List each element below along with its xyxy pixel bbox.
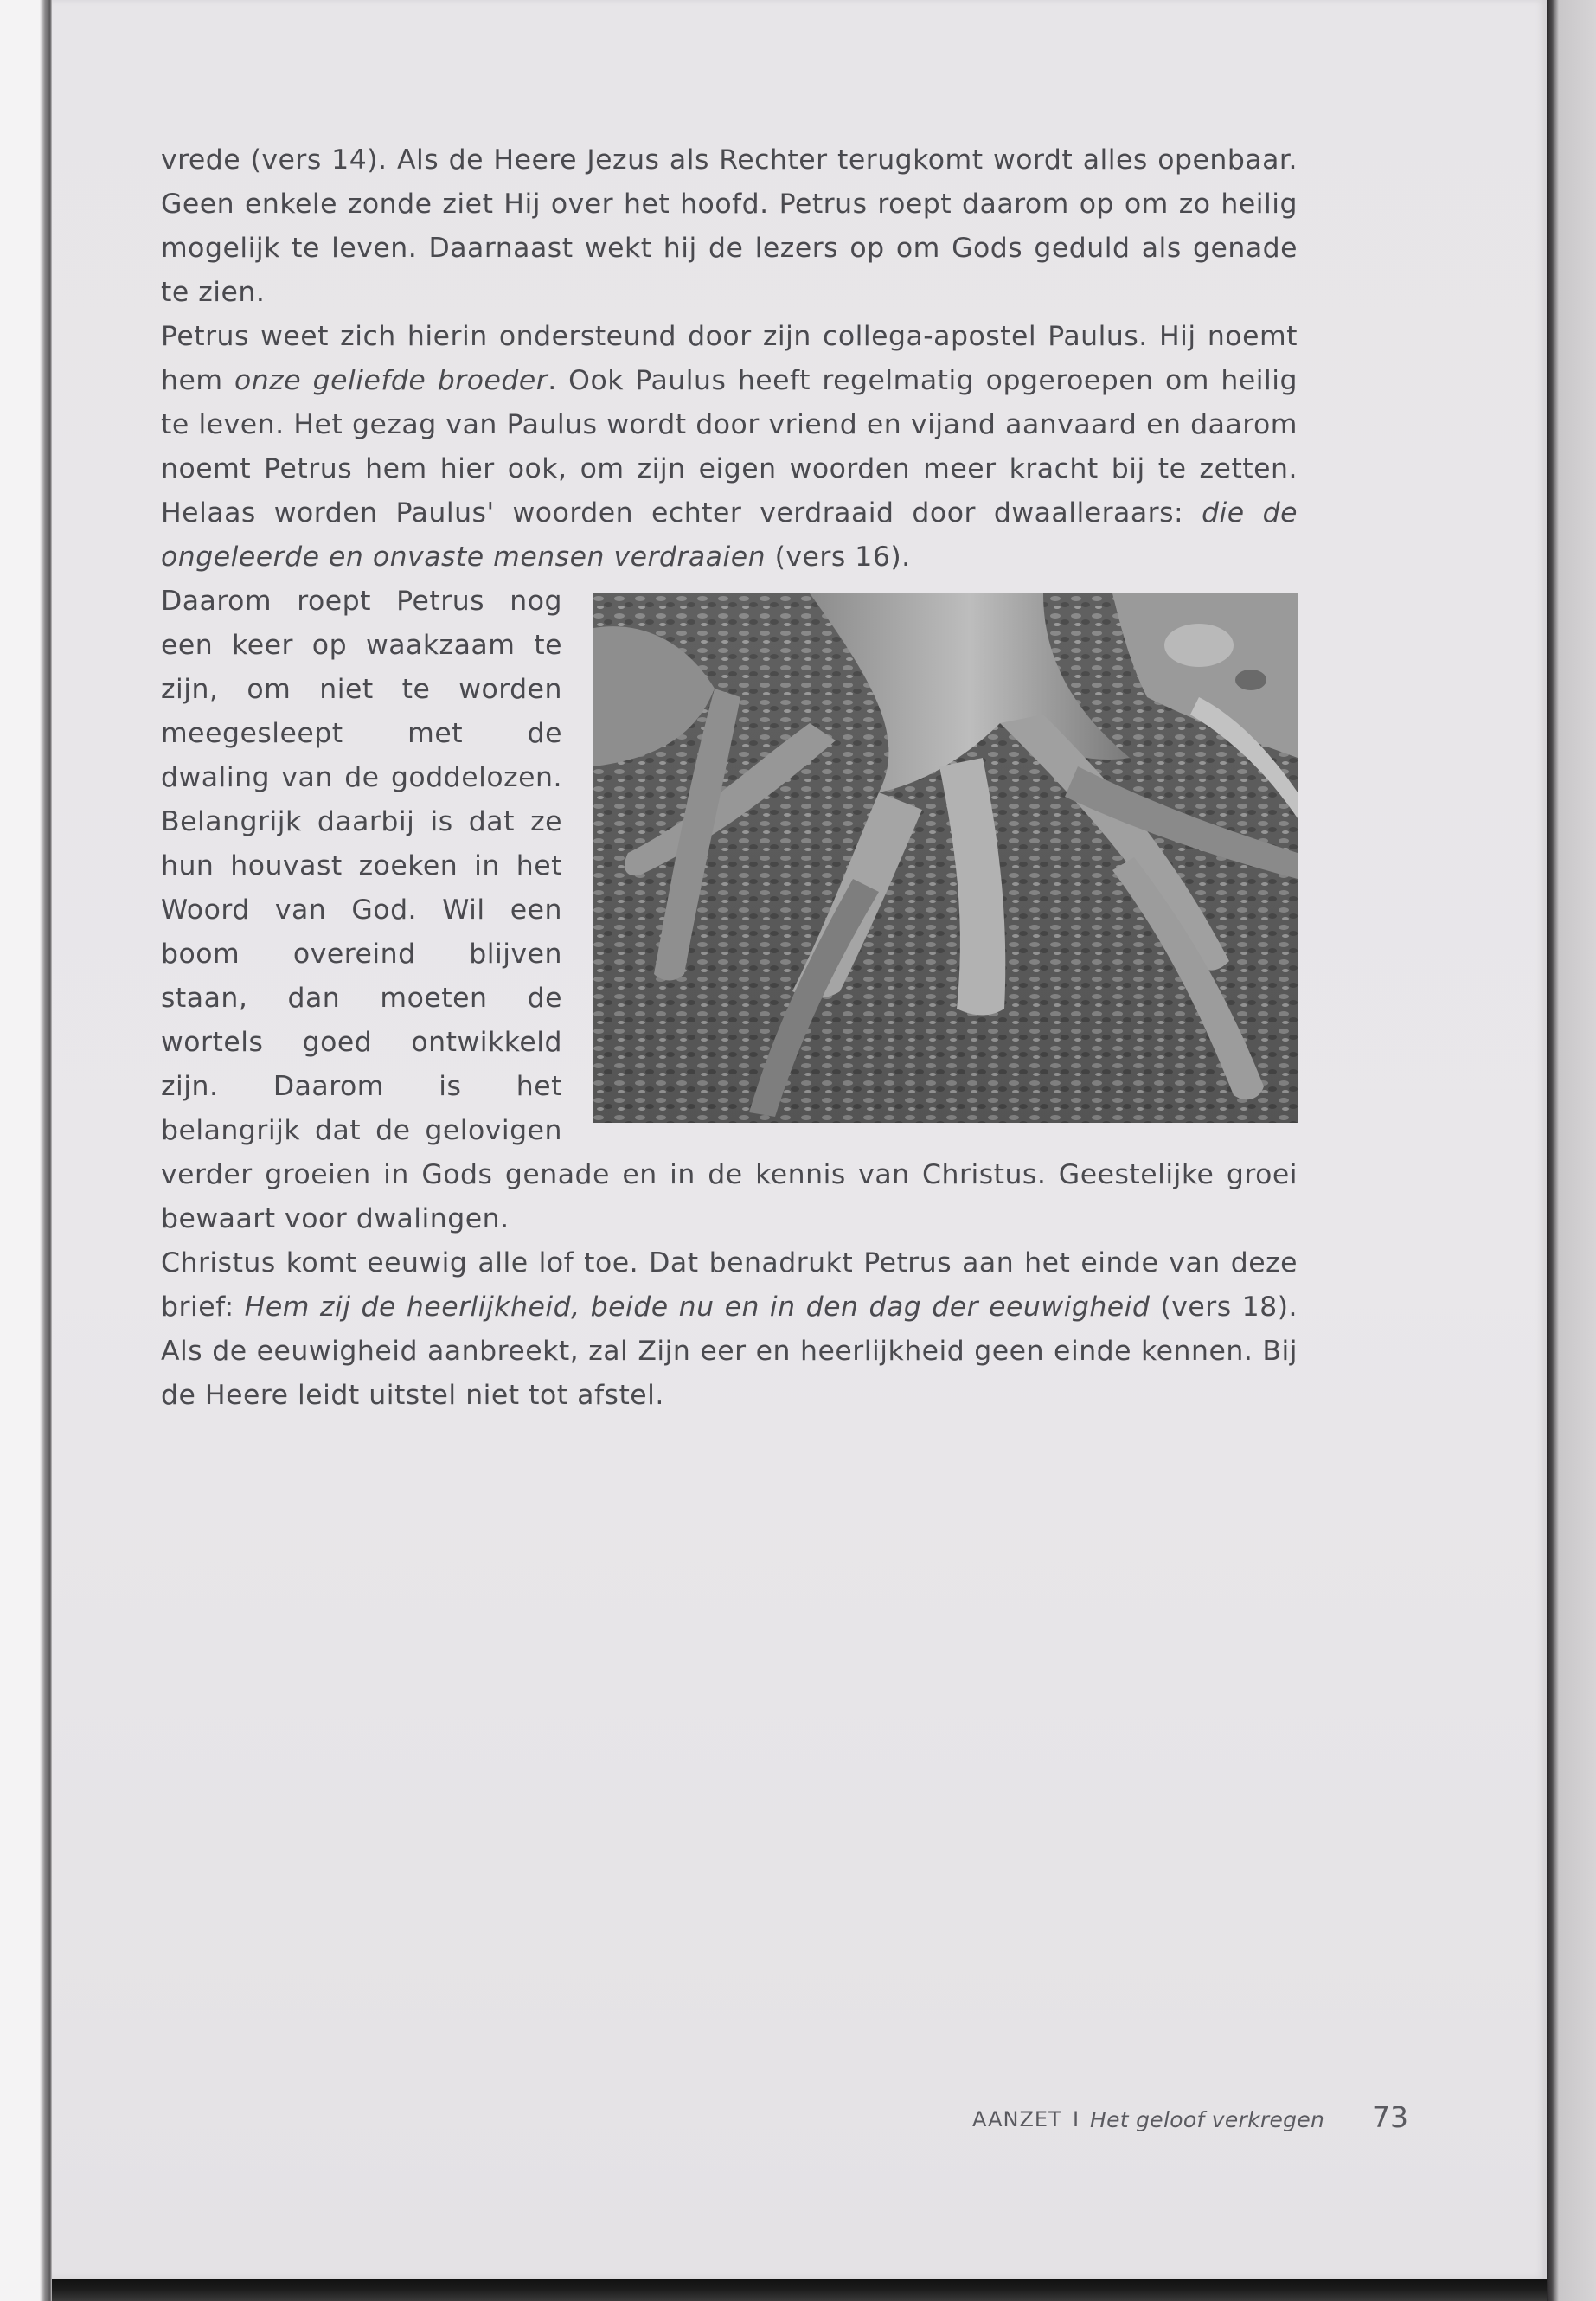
book-spine-edge [0, 0, 52, 2301]
body-text [161, 138, 1298, 1418]
footer-separator: I [1073, 2107, 1080, 2131]
paragraph-4-quote: Hem zij de heerlijkheid, beide nu en in den dag der eeuwigheid [244, 1292, 1151, 1323]
paragraph-4-text-c: (vers 18). Als de eeuwigheid aanbreekt, zal Zijn eer en heerlijkheid geen einde kennen. Bij de Heere leidt uitstel niet tot afstel. [161, 1292, 1298, 1411]
paragraph-2-quote-2: die de ongeleerde en onvaste mensen verdraaien [161, 497, 1298, 573]
paragraph-4-text-a: Christus komt eeuwig alle lof toe. Dat benadrukt Petrus aan het einde van deze brief: [161, 1247, 1298, 1323]
paragraph-3-text: Daarom roept Petrus nog een keer op waakzaam te zijn, om niet te worden meegesleept met de dwaling van de goddelozen. Belangrijk daarbij is dat ze hun houvast zoeken in het Woord van God. Wil een boom overeind blijven staan, dan moeten de wortels goed ontwikkeld zijn. Daarom is het belangrijk dat de gelovigen verder groeien in Gods genade en in de kennis van Christus. Geestelijke groei bewaart voor dwalingen. [161, 586, 1298, 1234]
paragraph-1 [161, 138, 1298, 315]
page-edge-right [1547, 0, 1596, 2301]
paragraph-2-text-c: . Ook Paulus heeft regelmatig opgeroepen om heilig te leven. Het gezag van Paulus wordt door vriend en vijand aanvaard en daarom noemt Petrus hem hier ook, om zijn eigen woorden meer kracht bij te zetten. Helaas worden Paulus' woorden echter verdraaid door dwaalleraars: [161, 365, 1298, 529]
paragraph-2 [161, 315, 1298, 580]
page-edge-bottom [52, 2279, 1547, 2301]
paragraph-4 [161, 1241, 1298, 1418]
page-number: 73 [1372, 2100, 1408, 2134]
paragraph-2-text-a: Petrus weet zich hierin ondersteund door zijn collega-apostel Paulus. Hij noemt hem [161, 321, 1298, 396]
page-footer [972, 2100, 1422, 2135]
paragraph-2-quote-1: onze geliefde broeder [234, 365, 548, 396]
footer-subtitle: Het geloof verkregen [1090, 2107, 1325, 2132]
footer-section-title: AANZET [972, 2107, 1062, 2131]
paragraph-2-text-e: (vers 16). [766, 542, 911, 573]
tree-roots-photo [593, 593, 1298, 1123]
paragraph-1-text: vrede (vers 14). Als de Heere Jezus als Rechter terugkomt wordt alles openbaar. Geen enkele zonde ziet Hij over het hoofd. Petrus roept daarom op om zo heilig mogelijk te leven. Daarnaast wekt hij de lezers op om Gods geduld als genade te zien. [161, 144, 1298, 308]
